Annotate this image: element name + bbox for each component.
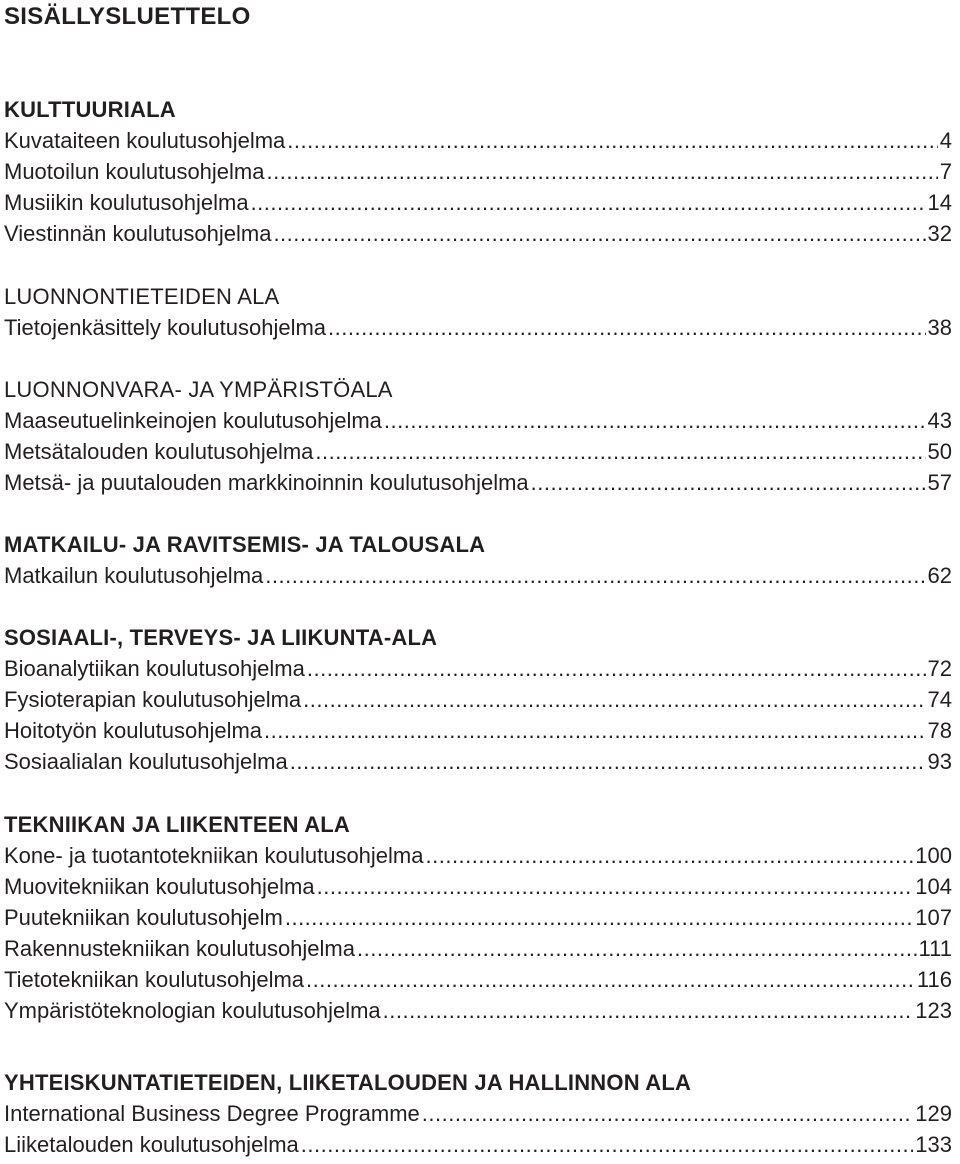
entry-label: Tietotekniikan koulutusohjelma [4, 967, 305, 992]
entry-label: Maaseutuelinkeinojen koulutusohjelma [4, 408, 382, 433]
section-heading: SOSIAALI-, TERVEYS- JA LIIKUNTA-ALA [4, 625, 438, 650]
entry-page-number: 14 [927, 190, 952, 215]
section-heading: KULTTUURIALA [4, 97, 176, 122]
entry-page-number: 38 [927, 315, 952, 340]
toc-entry[interactable] [4, 902, 952, 933]
dot-leader [267, 156, 938, 187]
entry-label: Muovitekniikan koulutusohjelma [4, 874, 315, 899]
toc-section [4, 809, 952, 1026]
entry-page-number: 57 [927, 470, 952, 495]
dot-leader [303, 684, 925, 715]
toc-entry[interactable] [4, 156, 952, 187]
section-heading: LUONNONTIETEIDEN ALA [4, 284, 280, 309]
entry-page-number: 129 [915, 1101, 952, 1126]
entry-label: Kuvataiteen koulutusohjelma [4, 128, 286, 153]
dot-leader [306, 964, 915, 995]
entry-page-number: 133 [915, 1132, 952, 1157]
dot-leader [251, 187, 926, 218]
dot-leader [328, 312, 925, 343]
entry-page-number: 116 [916, 967, 952, 992]
toc-entry[interactable] [4, 840, 952, 871]
entry-page-number: 72 [927, 656, 952, 681]
entry-label: Musiikin koulutusohjelma [4, 190, 249, 215]
dot-leader [290, 746, 926, 777]
entry-page-number: 43 [927, 408, 952, 433]
entry-label: International Business Degree Programme [4, 1101, 420, 1126]
entry-page-number: 78 [927, 718, 952, 743]
entry-page-number: 32 [927, 221, 952, 246]
entry-page-number: 50 [927, 439, 952, 464]
dot-leader [422, 1098, 914, 1129]
entry-page-number: 4 [939, 128, 952, 153]
entry-label: Metsä- ja puutalouden markkinoinnin koulutusohjelma [4, 470, 529, 495]
entry-page-number: 123 [915, 998, 952, 1023]
dot-leader [426, 840, 914, 871]
section-heading: YHTEISKUNTATIETEIDEN, LIIKETALOUDEN JA HALLINNON ALA [4, 1070, 692, 1095]
toc-entry[interactable] [4, 995, 952, 1026]
dot-leader [383, 995, 914, 1026]
section-heading: MATKAILU- JA RAVITSEMIS- JA TALOUSALA [4, 532, 486, 557]
dot-leader [273, 218, 925, 249]
dot-leader [531, 467, 926, 498]
toc-entry[interactable] [4, 560, 952, 591]
entry-label: Puutekniikan koulutusohjelm [4, 905, 283, 930]
page-title: SISÄLLYSLUETTELO [4, 3, 251, 30]
dot-leader [315, 436, 925, 467]
entry-label: Kone- ja tuotantotekniikan koulutusohjelma [4, 843, 424, 868]
dot-leader [301, 1129, 914, 1160]
toc-section [4, 622, 952, 777]
entry-label: Bioanalytiikan koulutusohjelma [4, 656, 305, 681]
toc-entry[interactable] [4, 467, 952, 498]
toc-entry[interactable] [4, 715, 952, 746]
entry-label: Metsätalouden koulutusohjelma [4, 439, 314, 464]
section-heading: TEKNIIKAN JA LIIKENTEEN ALA [4, 812, 351, 837]
dot-leader [285, 902, 913, 933]
toc-section [4, 529, 952, 591]
entry-label: Sosiaalialan koulutusohjelma [4, 749, 288, 774]
entry-label: Matkailun koulutusohjelma [4, 563, 264, 588]
toc-section [4, 374, 952, 498]
entry-page-number: 74 [927, 687, 952, 712]
entry-label: Tietojenkäsittely koulutusohjelma [4, 315, 327, 340]
entry-label: Hoitotyön koulutusohjelma [4, 718, 263, 743]
toc-entry[interactable] [4, 1098, 952, 1129]
entry-page-number: 111 [918, 936, 952, 961]
entry-page-number: 62 [927, 563, 952, 588]
entry-page-number: 104 [915, 874, 952, 899]
dot-leader [264, 715, 925, 746]
toc-entry[interactable] [4, 218, 952, 249]
entry-label: Liiketalouden koulutusohjelma [4, 1132, 299, 1157]
toc-entry[interactable] [4, 312, 952, 343]
dot-leader [307, 653, 926, 684]
dot-leader [384, 405, 926, 436]
toc-entry[interactable] [4, 684, 952, 715]
dot-leader [287, 125, 937, 156]
toc-entry[interactable] [4, 1129, 952, 1160]
toc-entry[interactable] [4, 746, 952, 777]
toc-entry[interactable] [4, 871, 952, 902]
entry-label: Viestinnän koulutusohjelma [4, 221, 272, 246]
entry-page-number: 7 [939, 159, 952, 184]
toc-entry[interactable] [4, 653, 952, 684]
dot-leader [265, 560, 925, 591]
entry-label: Ympäristöteknologian koulutusohjelma [4, 998, 381, 1023]
toc-entry[interactable] [4, 405, 952, 436]
toc-entry[interactable] [4, 187, 952, 218]
entry-label: Muotoilun koulutusohjelma [4, 159, 265, 184]
toc-section [4, 1067, 952, 1160]
section-heading: LUONNONVARA- JA YMPÄRISTÖALA [4, 377, 393, 402]
dot-leader [317, 871, 914, 902]
entry-label: Rakennustekniikan koulutusohjelma [4, 936, 355, 961]
toc-section [4, 281, 952, 343]
entry-page-number: 107 [915, 905, 952, 930]
entry-label: Fysioterapian koulutusohjelma [4, 687, 302, 712]
toc-section [4, 94, 952, 249]
toc-entry[interactable] [4, 933, 952, 964]
toc-entry[interactable] [4, 964, 952, 995]
toc-entry[interactable] [4, 125, 952, 156]
entry-page-number: 93 [927, 749, 952, 774]
dot-leader [357, 933, 917, 964]
toc-entry[interactable] [4, 436, 952, 467]
entry-page-number: 100 [915, 843, 952, 868]
